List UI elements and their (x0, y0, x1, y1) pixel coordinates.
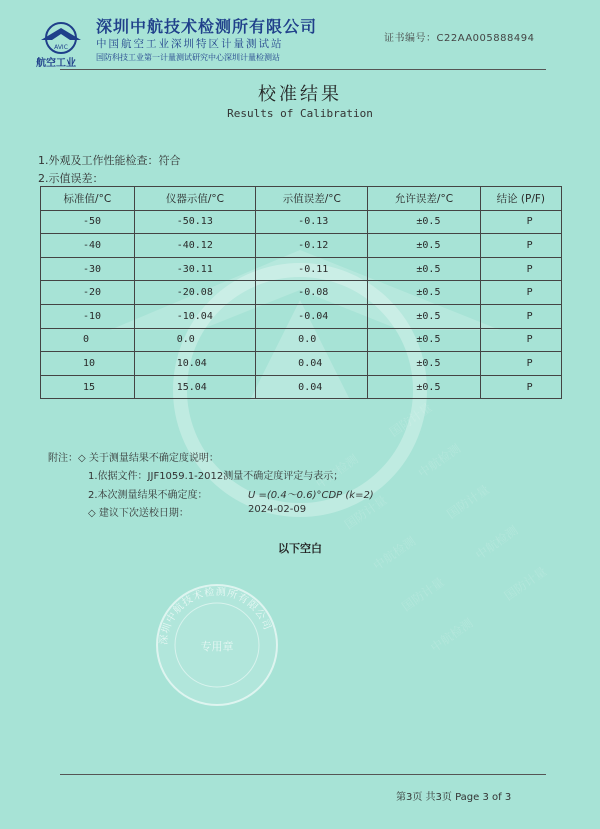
cell-reading: -20.08 (134, 281, 255, 305)
svg-text:中航检测: 中航检测 (473, 523, 521, 563)
table-row (41, 304, 562, 328)
cell-error: 0.0 (256, 328, 368, 352)
svg-text:国防计量: 国防计量 (399, 574, 447, 614)
cell-error: -0.04 (256, 304, 368, 328)
cell-allowed: ±0.5 (368, 210, 480, 234)
logo-mark-text: AVIC (54, 44, 68, 51)
cell-standard: -30 (41, 257, 135, 281)
cell-error: -0.08 (256, 281, 368, 305)
calibration-table (40, 186, 562, 399)
cell-conclusion: P (480, 281, 561, 305)
note-uncertainty-value: U =(0.4～0.6)°CDP (k=2) (248, 490, 374, 501)
logo-caption: 航空工业 (36, 58, 76, 69)
cell-standard: 15 (41, 375, 135, 399)
cell-conclusion: P (480, 257, 561, 281)
cell-error: 0.04 (256, 352, 368, 376)
section-error: 2.示值误差： (38, 172, 104, 185)
header-divider (60, 69, 546, 70)
header-reading: 仪器示值/°C (134, 187, 255, 211)
cell-error: 0.04 (256, 375, 368, 399)
table-row (41, 375, 562, 399)
cell-conclusion: P (480, 210, 561, 234)
svg-text:国防计量: 国防计量 (444, 482, 492, 522)
header-error: 示值误差/°C (256, 187, 368, 211)
page-title: 校准结果 (258, 84, 342, 105)
embossed-seal (152, 580, 282, 710)
cell-reading: -10.04 (134, 304, 255, 328)
notes-heading: 附注：◇ 关于测量结果不确定度说明： (48, 453, 219, 464)
org-subtitle-2: 国防科技工业第一计量测试研究中心深圳计量检测站 (96, 53, 280, 62)
certificate-number (384, 29, 534, 44)
section-appearance: 1.外观及工作性能检查：符合 (38, 154, 181, 167)
svg-text:中航检测: 中航检测 (313, 452, 361, 492)
header-allowed: 允许误差/°C (368, 187, 480, 211)
cell-allowed: ±0.5 (368, 352, 480, 376)
page-number: 第3页 共3页 Page 3 of 3 (396, 792, 512, 803)
svg-text:中航检测: 中航检测 (428, 615, 476, 655)
seal-inner-text: 专用章 (200, 640, 234, 653)
cell-conclusion: P (480, 375, 561, 399)
cell-standard: -10 (41, 304, 135, 328)
cell-allowed: ±0.5 (368, 304, 480, 328)
table-row (41, 328, 562, 352)
table-row (41, 234, 562, 258)
cell-standard: -20 (41, 281, 135, 305)
cell-allowed: ±0.5 (368, 281, 480, 305)
cell-reading: 10.04 (134, 352, 255, 376)
cert-label: 证书编号： (384, 33, 437, 44)
header-standard: 标准值/°C (41, 187, 135, 211)
cell-reading: 15.04 (134, 375, 255, 399)
svg-text:国防计量: 国防计量 (387, 400, 435, 440)
cell-allowed: ±0.5 (368, 375, 480, 399)
note-basis-document: 1.依据文件：JJF1059.1-2012测量不确定度评定与表示； (88, 471, 344, 482)
cell-reading: -30.11 (134, 257, 255, 281)
blank-below-text: 以下空白 (278, 542, 322, 555)
org-name: 深圳中航技术检测所有限公司 (96, 17, 318, 36)
table-row (41, 281, 562, 305)
cell-standard: 0 (41, 328, 135, 352)
note-next-date-value: 2024-02-09 (248, 504, 307, 515)
cell-reading: 0.0 (134, 328, 255, 352)
footer-divider (60, 774, 546, 775)
cert-value: C22AA005888494 (436, 33, 535, 44)
cell-standard: -50 (41, 210, 135, 234)
svg-text:中航检测: 中航检测 (415, 441, 464, 481)
cell-standard: -40 (41, 234, 135, 258)
cell-allowed: ±0.5 (368, 234, 480, 258)
cell-reading: -50.13 (134, 210, 255, 234)
cell-error: -0.11 (256, 257, 368, 281)
table-row (41, 210, 562, 234)
svg-text:国防计量: 国防计量 (501, 564, 550, 604)
table-row (41, 352, 562, 376)
cell-conclusion: P (480, 234, 561, 258)
header-conclusion: 结论 (P/F) (480, 187, 561, 211)
note-next-date-label: ◇ 建议下次送校日期： (88, 508, 189, 519)
table-header-row (41, 187, 562, 211)
cell-conclusion: P (480, 328, 561, 352)
svg-text:国防计量: 国防计量 (342, 492, 390, 532)
table-row (41, 257, 562, 281)
seal-text: 深圳中航技术检测所有限公司 (158, 586, 273, 646)
svg-text:中航检测: 中航检测 (370, 533, 419, 573)
cell-error: -0.13 (256, 210, 368, 234)
cell-error: -0.12 (256, 234, 368, 258)
org-subtitle: 中国航空工业深圳特区计量测试站 (96, 38, 284, 50)
cell-reading: -40.12 (134, 234, 255, 258)
cell-allowed: ±0.5 (368, 328, 480, 352)
page-subtitle: Results of Calibration (227, 107, 373, 120)
cell-conclusion: P (480, 352, 561, 376)
cell-allowed: ±0.5 (368, 257, 480, 281)
note-uncertainty-label: 2.本次测量结果不确定度： (88, 490, 208, 501)
cell-standard: 10 (41, 352, 135, 376)
cell-conclusion: P (480, 304, 561, 328)
